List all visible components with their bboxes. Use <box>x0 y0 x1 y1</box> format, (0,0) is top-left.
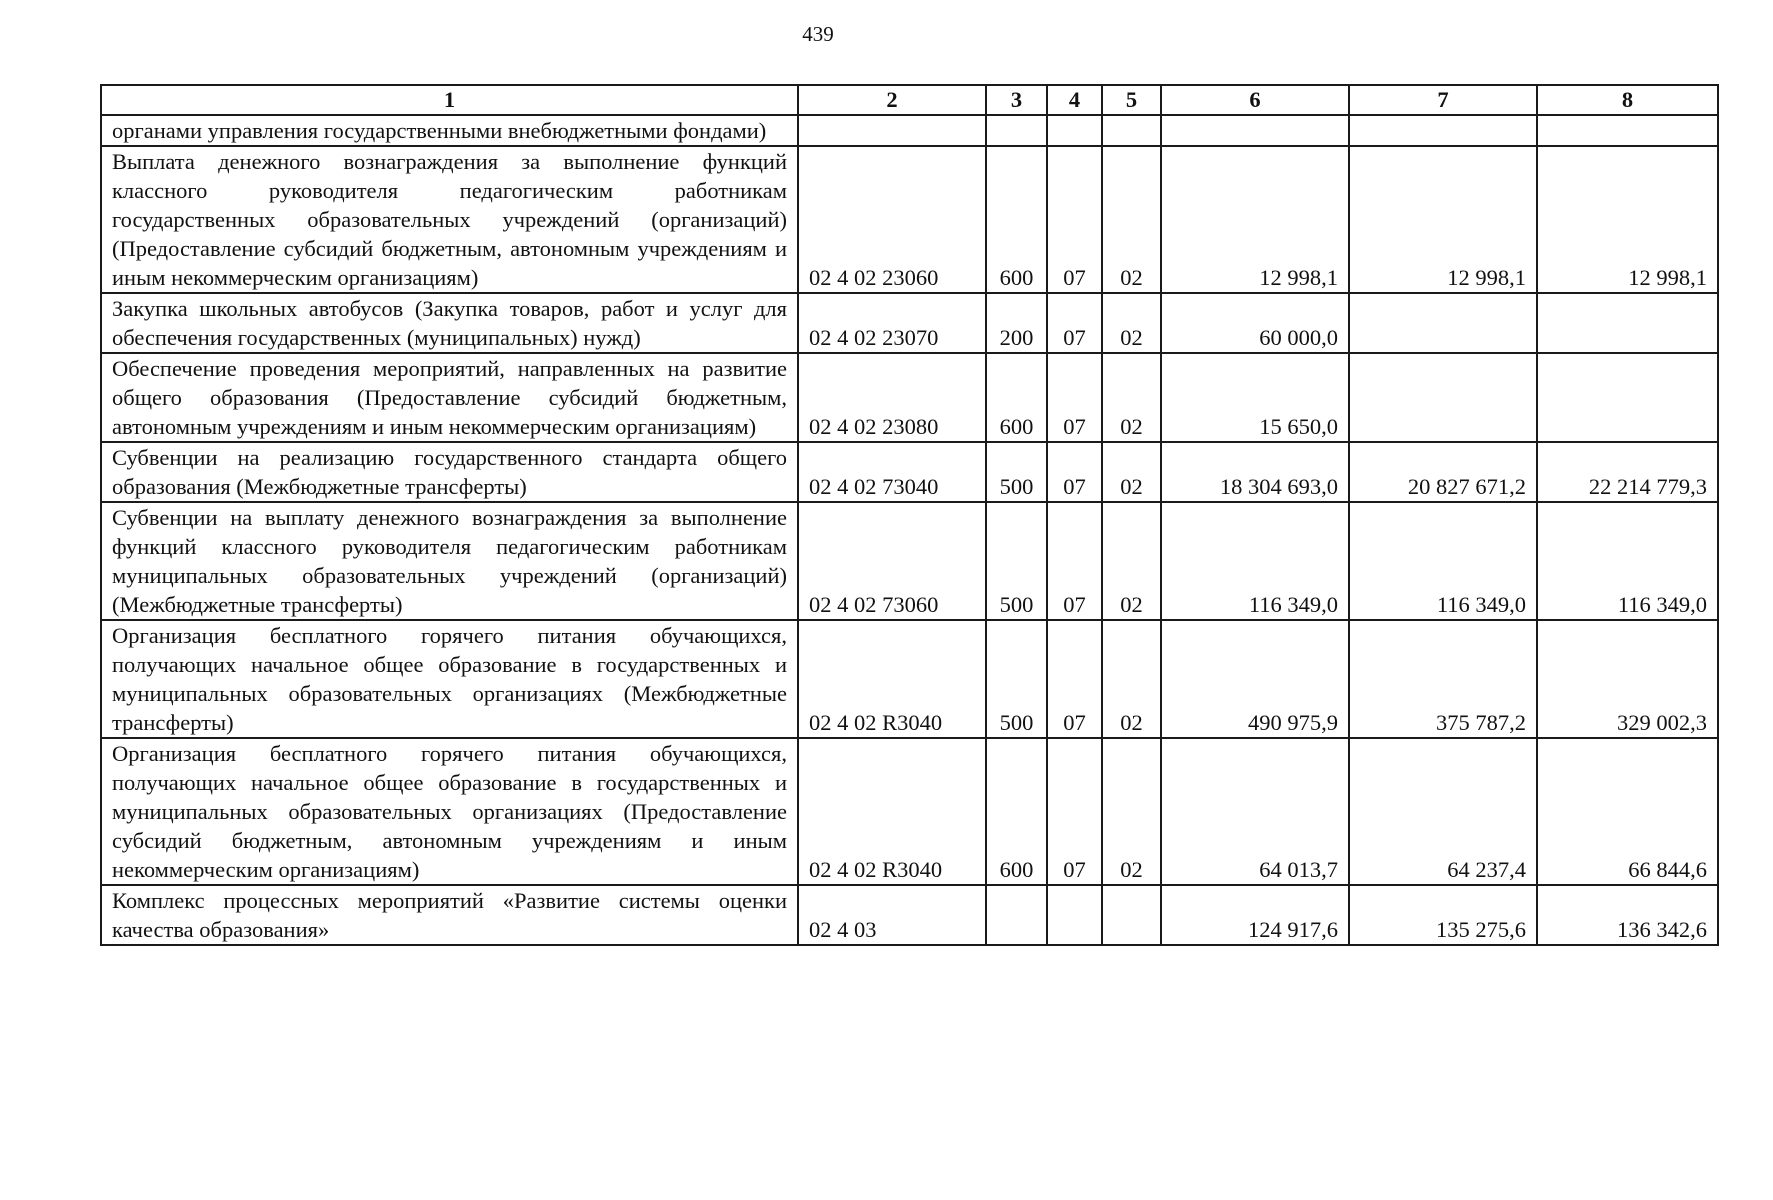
row-value-8 <box>1537 353 1718 442</box>
row-description: Закупка школьных автобусов (Закупка товаров, работ и услуг для обеспечения государственных (муниципальных) нужд) <box>101 293 798 353</box>
row-expense-type: 500 <box>986 620 1047 738</box>
row-description: Субвенции на реализацию государственного стандарта общего образования (Межбюджетные трансферты) <box>101 442 798 502</box>
row-code: 02 4 02 23060 <box>798 146 986 293</box>
row-value-7: 12 998,1 <box>1349 146 1537 293</box>
row-description: органами управления государственными внебюджетными фондами) <box>101 115 798 146</box>
row-value-7 <box>1349 115 1537 146</box>
row-subsection: 02 <box>1102 146 1161 293</box>
row-section: 07 <box>1047 502 1102 620</box>
row-subsection: 02 <box>1102 738 1161 885</box>
table-row <box>101 442 1718 502</box>
row-value-8: 136 342,6 <box>1537 885 1718 945</box>
row-section <box>1047 885 1102 945</box>
row-description: Организация бесплатного горячего питания обучающихся, получающих начальное общее образование в государственных и муниципальных образовательных организациях (Предоставление субсидий бюджетным, автономным учреждениям и иным некоммерческим организациям) <box>101 738 798 885</box>
row-expense-type: 200 <box>986 293 1047 353</box>
row-value-7 <box>1349 293 1537 353</box>
row-subsection: 02 <box>1102 620 1161 738</box>
row-value-6: 124 917,6 <box>1161 885 1349 945</box>
row-value-8 <box>1537 293 1718 353</box>
row-expense-type <box>986 885 1047 945</box>
row-expense-type: 600 <box>986 738 1047 885</box>
row-value-8: 329 002,3 <box>1537 620 1718 738</box>
table-row <box>101 738 1718 885</box>
row-subsection <box>1102 885 1161 945</box>
row-subsection: 02 <box>1102 502 1161 620</box>
table-row <box>101 293 1718 353</box>
row-value-8: 12 998,1 <box>1537 146 1718 293</box>
row-value-6: 15 650,0 <box>1161 353 1349 442</box>
budget-table <box>100 84 1719 946</box>
row-value-8: 116 349,0 <box>1537 502 1718 620</box>
row-value-7 <box>1349 353 1537 442</box>
row-code: 02 4 02 23080 <box>798 353 986 442</box>
row-code: 02 4 02 73060 <box>798 502 986 620</box>
column-header: 7 <box>1349 85 1537 115</box>
row-section: 07 <box>1047 442 1102 502</box>
table-row <box>101 115 1718 146</box>
row-description: Организация бесплатного горячего питания обучающихся, получающих начальное общее образование в государственных и муниципальных образовательных организациях (Межбюджетные трансферты) <box>101 620 798 738</box>
row-expense-type: 600 <box>986 353 1047 442</box>
table-row <box>101 146 1718 293</box>
row-value-7: 64 237,4 <box>1349 738 1537 885</box>
row-code: 02 4 02 R3040 <box>798 620 986 738</box>
column-header: 8 <box>1537 85 1718 115</box>
column-header: 1 <box>101 85 798 115</box>
row-subsection <box>1102 115 1161 146</box>
row-section <box>1047 115 1102 146</box>
row-section: 07 <box>1047 738 1102 885</box>
row-description: Субвенции на выплату денежного вознаграждения за выполнение функций классного руководителя педагогическим работникам муниципальных образовательных учреждений (организаций) (Межбюджетные трансферты) <box>101 502 798 620</box>
row-subsection: 02 <box>1102 353 1161 442</box>
column-header: 2 <box>798 85 986 115</box>
header-row <box>101 85 1718 115</box>
row-expense-type: 500 <box>986 442 1047 502</box>
row-value-7: 375 787,2 <box>1349 620 1537 738</box>
row-subsection: 02 <box>1102 442 1161 502</box>
row-value-7: 135 275,6 <box>1349 885 1537 945</box>
row-value-6: 12 998,1 <box>1161 146 1349 293</box>
row-expense-type: 500 <box>986 502 1047 620</box>
row-code <box>798 115 986 146</box>
column-header: 3 <box>986 85 1047 115</box>
row-expense-type: 600 <box>986 146 1047 293</box>
row-value-8: 66 844,6 <box>1537 738 1718 885</box>
row-value-6: 60 000,0 <box>1161 293 1349 353</box>
column-header: 6 <box>1161 85 1349 115</box>
table-row <box>101 353 1718 442</box>
row-code: 02 4 02 23070 <box>798 293 986 353</box>
table-row <box>101 620 1718 738</box>
row-code: 02 4 02 R3040 <box>798 738 986 885</box>
row-section: 07 <box>1047 620 1102 738</box>
row-description: Комплекс процессных мероприятий «Развитие системы оценки качества образования» <box>101 885 798 945</box>
row-expense-type <box>986 115 1047 146</box>
table-row <box>101 502 1718 620</box>
row-value-6: 18 304 693,0 <box>1161 442 1349 502</box>
row-description: Обеспечение проведения мероприятий, направленных на развитие общего образования (Предоставление субсидий бюджетным, автономным учреждениям и иным некоммерческим организациям) <box>101 353 798 442</box>
column-header: 5 <box>1102 85 1161 115</box>
page-number: 439 <box>802 22 834 46</box>
row-value-6: 116 349,0 <box>1161 502 1349 620</box>
row-section: 07 <box>1047 353 1102 442</box>
row-value-6: 490 975,9 <box>1161 620 1349 738</box>
row-value-6 <box>1161 115 1349 146</box>
row-value-7: 20 827 671,2 <box>1349 442 1537 502</box>
row-code: 02 4 03 <box>798 885 986 945</box>
table-row <box>101 885 1718 945</box>
row-subsection: 02 <box>1102 293 1161 353</box>
row-code: 02 4 02 73040 <box>798 442 986 502</box>
row-value-8: 22 214 779,3 <box>1537 442 1718 502</box>
row-description: Выплата денежного вознаграждения за выполнение функций классного руководителя педагогическим работникам государственных образовательных учреждений (организаций) (Предоставление субсидий бюджетным, автономным учреждениям и иным некоммерческим организациям) <box>101 146 798 293</box>
row-value-6: 64 013,7 <box>1161 738 1349 885</box>
row-value-8 <box>1537 115 1718 146</box>
row-value-7: 116 349,0 <box>1349 502 1537 620</box>
row-section: 07 <box>1047 146 1102 293</box>
column-header: 4 <box>1047 85 1102 115</box>
row-section: 07 <box>1047 293 1102 353</box>
